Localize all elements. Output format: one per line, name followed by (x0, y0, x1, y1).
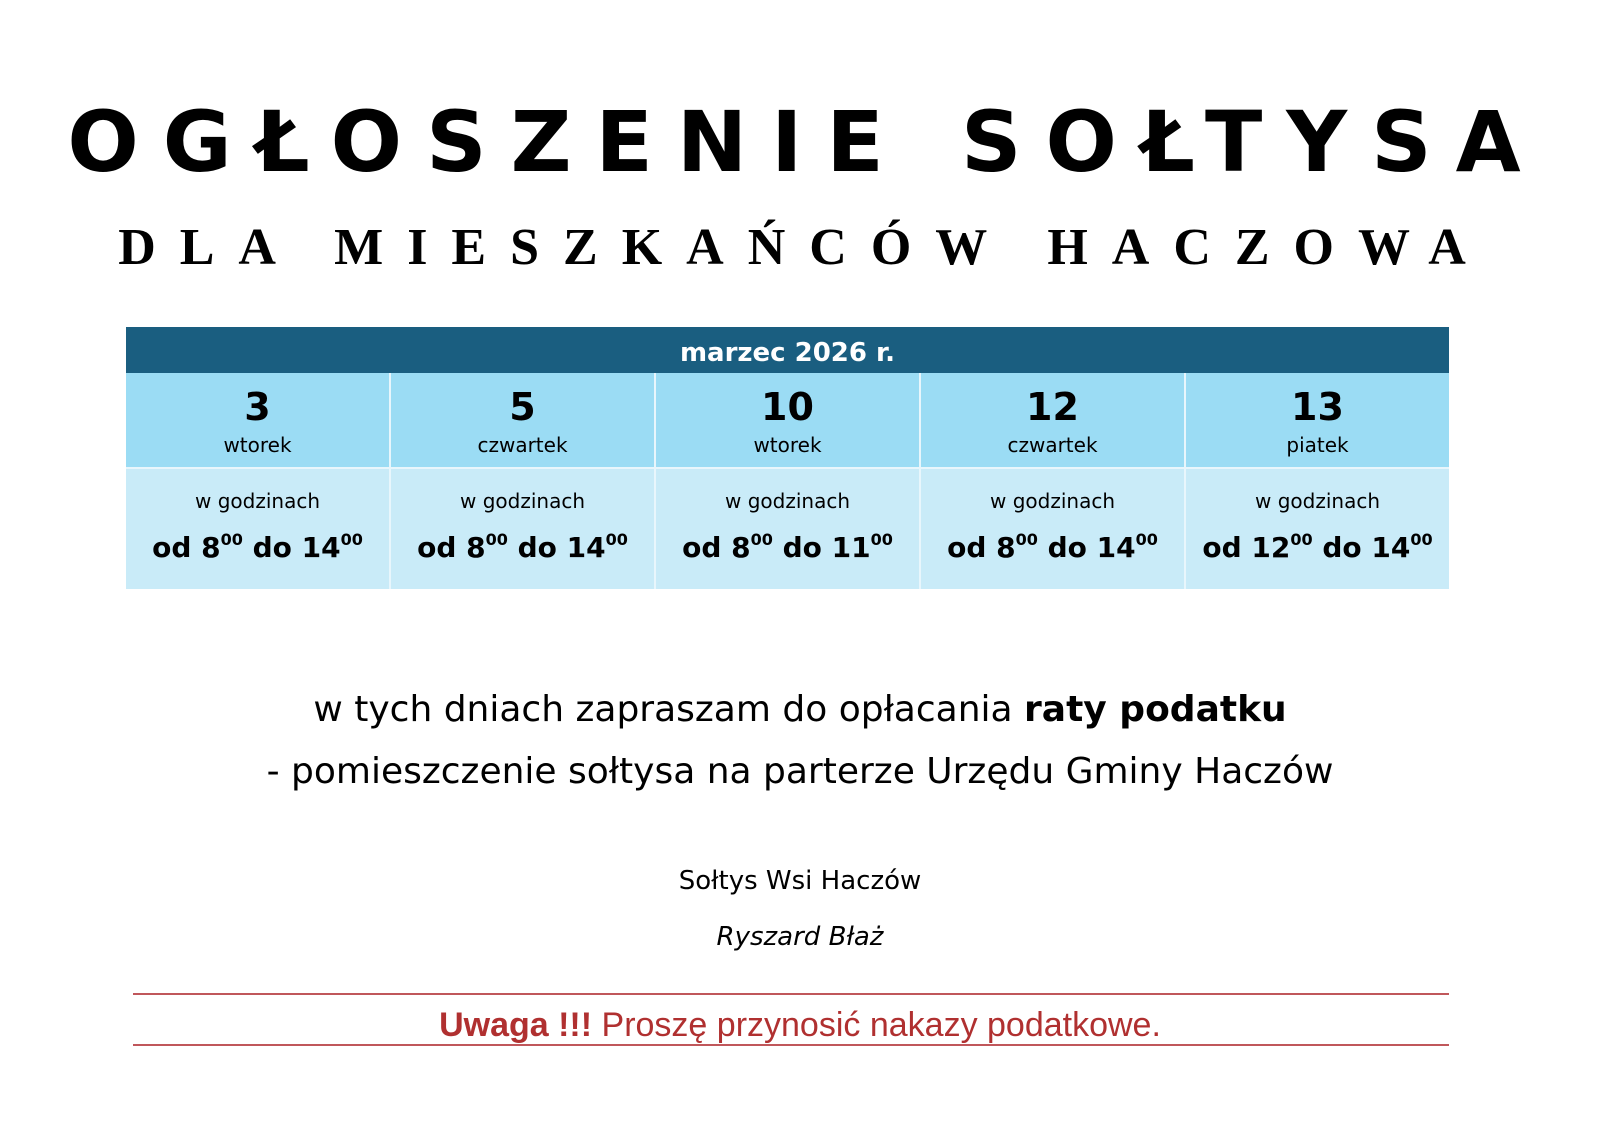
weekday: czwartek (1007, 433, 1098, 457)
page-subtitle: DLA MIESZKAŃCÓW HACZOWA (118, 219, 1490, 276)
hours-cell (656, 469, 919, 589)
day-number: 3 (244, 385, 271, 429)
hours-range: od $8^{00}$ do $14^{00}$ (152, 530, 363, 564)
weekday: piatek (1286, 433, 1349, 457)
notice-text: Uwaga !!! Proszę przynosić nakazy podatkowe. (439, 1006, 1161, 1044)
day-header (1186, 373, 1449, 469)
day-header (921, 373, 1184, 469)
invitation-text: w tych dniach zapraszam do opłacania raty podatku (313, 689, 1287, 730)
hours-cell (1186, 469, 1449, 589)
schedule-column (126, 373, 389, 589)
day-number: 12 (1026, 385, 1079, 429)
page-title: OGŁOSZENIE SOŁTYSA (67, 93, 1545, 191)
tax-installment-emphasis: raty podatku (1024, 689, 1287, 730)
month-header: marzec 2026 r. (126, 327, 1449, 373)
weekday: wtorek (753, 433, 822, 457)
hours-cell (126, 469, 389, 589)
schedule-column (389, 373, 654, 589)
hours-range: od $12^{00}$ do $14^{00}$ (1202, 530, 1433, 564)
notice-bottom-rule (133, 1044, 1449, 1046)
schedule-column (654, 373, 919, 589)
location-text: - pomieszczenie sołtysa na parterze Urzędu Gminy Haczów (266, 751, 1334, 792)
hours-label: w godzinach (725, 489, 850, 513)
day-header (656, 373, 919, 469)
schedule-column (919, 373, 1184, 589)
notice-top-rule (133, 993, 1449, 995)
day-number: 13 (1291, 385, 1344, 429)
hours-cell (921, 469, 1184, 589)
weekday: wtorek (223, 433, 292, 457)
day-number: 10 (761, 385, 814, 429)
hours-cell (391, 469, 654, 589)
hours-label: w godzinach (1255, 489, 1380, 513)
day-header (391, 373, 654, 469)
weekday: czwartek (477, 433, 568, 457)
signature-role: Sołtys Wsi Haczów (678, 866, 922, 896)
notice-bold: Uwaga !!! (439, 1006, 593, 1044)
hours-range: od $8^{00}$ do $11^{00}$ (682, 530, 893, 564)
hours-label: w godzinach (460, 489, 585, 513)
hours-range: od $8^{00}$ do $14^{00}$ (947, 530, 1158, 564)
hours-label: w godzinach (990, 489, 1115, 513)
day-header (126, 373, 389, 469)
hours-label: w godzinach (195, 489, 320, 513)
day-number: 5 (509, 385, 536, 429)
hours-range: od $8^{00}$ do $14^{00}$ (417, 530, 628, 564)
schedule-table (126, 327, 1449, 589)
signature-name: Ryszard Błaż (716, 922, 884, 952)
schedule-column (1184, 373, 1449, 589)
